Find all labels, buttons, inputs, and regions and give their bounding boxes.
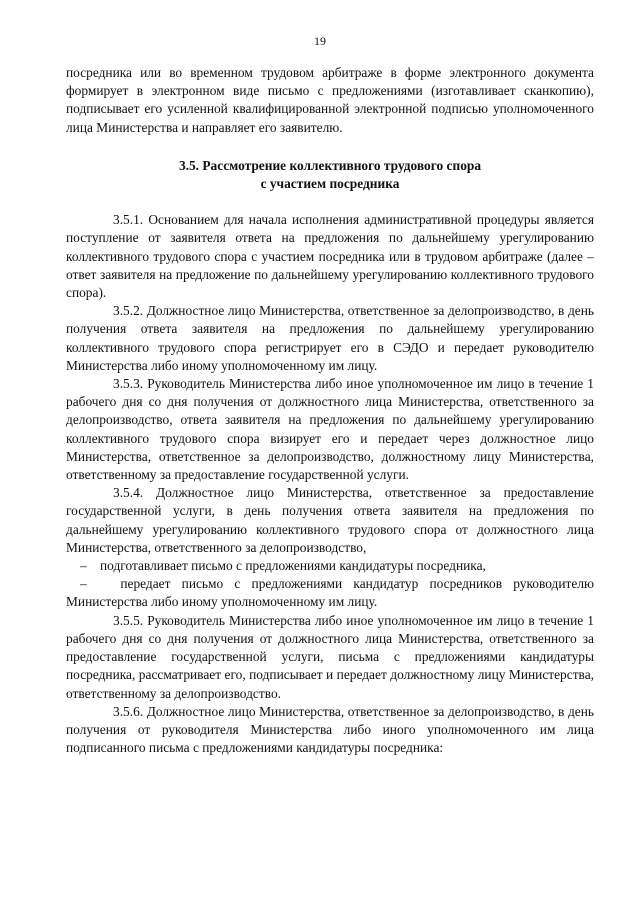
section-heading-line-2: с участием посредника — [260, 176, 400, 192]
bullet-dash: – — [80, 576, 87, 592]
paragraph-3-5-1: 3.5.1. Основанием для начала исполнения административной процедуры является поступление от заявителя ответа на предложения по дальнейшему урегулированию коллективного трудового спора с участием посредника или в трудовом арбитраже (далее – ответ заявителя на предложение по дальнейшему урегулированию коллективного трудового спора). — [66, 212, 594, 301]
paragraph-continuation: посредника или во временном трудовом арбитраже в форме электронного документа формирует в электронном виде письмо с предложениями (изготавливает сканкопию), подписывает его усиленной квалифицированной электронной подписью уполномоченного лица Министерства и направляет его заявителю. — [66, 65, 594, 135]
paragraph-3-5-2: 3.5.2. Должностное лицо Министерства, ответственное за делопроизводство, в день получения ответа заявителя на предложения по дальнейшему урегулированию коллективного трудового спора регистрирует его в СЭДО и передает руководителю Министерства либо иному уполномоченному им лицу. — [66, 303, 594, 373]
paragraph-3-5-6: 3.5.6. Должностное лицо Министерства, ответственное за делопроизводство, в день получения от руководителя Министерства либо иного уполномоченного им лица подписанного письма с предложениями кандидатуры посредника: — [66, 703, 594, 756]
document-body — [66, 64, 594, 757]
paragraph-3-5-4: 3.5.4. Должностное лицо Министерства, ответственное за предоставление государственной услуги, в день получения ответа заявителя на предложения по дальнейшему урегулированию коллективного трудового спора от должностного лица Министерства, ответственного за делопроизводство, — [66, 485, 594, 555]
list-item — [66, 575, 594, 611]
paragraph-3-5-5: 3.5.5. Руководитель Министерства либо иное уполномоченное им лицо в течение 1 рабочего дня со дня получения от должностного лица Министерства, ответственного за предоставление государственной услуги, письма с предложениями кандидатуры посредника, рассматривает его, подписывает и передает должностному лицу Министерства, ответственному за делопроизводство. — [66, 612, 594, 701]
paragraph-3-5-3: 3.5.3. Руководитель Министерства либо иное уполномоченное им лицо в течение 1 рабочего дня со дня получения от должностного лица Министерства, ответственного за делопроизводство, ответа заявителя на предложения по дальнейшему урегулированию коллективного трудового спора визирует его и передает через должностное лицо Министерства, ответственное за делопроизводство, должностному лицу Министерства, ответственному за предоставление государственной услуги. — [66, 376, 594, 483]
section-heading — [66, 157, 594, 193]
list-item — [66, 557, 594, 575]
list-item-text: передает письмо с предложениями кандидатур посредников руководителю Министерства либо иному уполномоченному им лицу. — [66, 576, 595, 610]
page-number: 19 — [314, 34, 326, 48]
bullet-dash: – — [80, 558, 87, 574]
section-heading-line-1: 3.5. Рассмотрение коллективного трудового спора — [178, 157, 482, 173]
list-item-text: подготавливает письмо с предложениями кандидатуры посредника, — [100, 558, 486, 574]
